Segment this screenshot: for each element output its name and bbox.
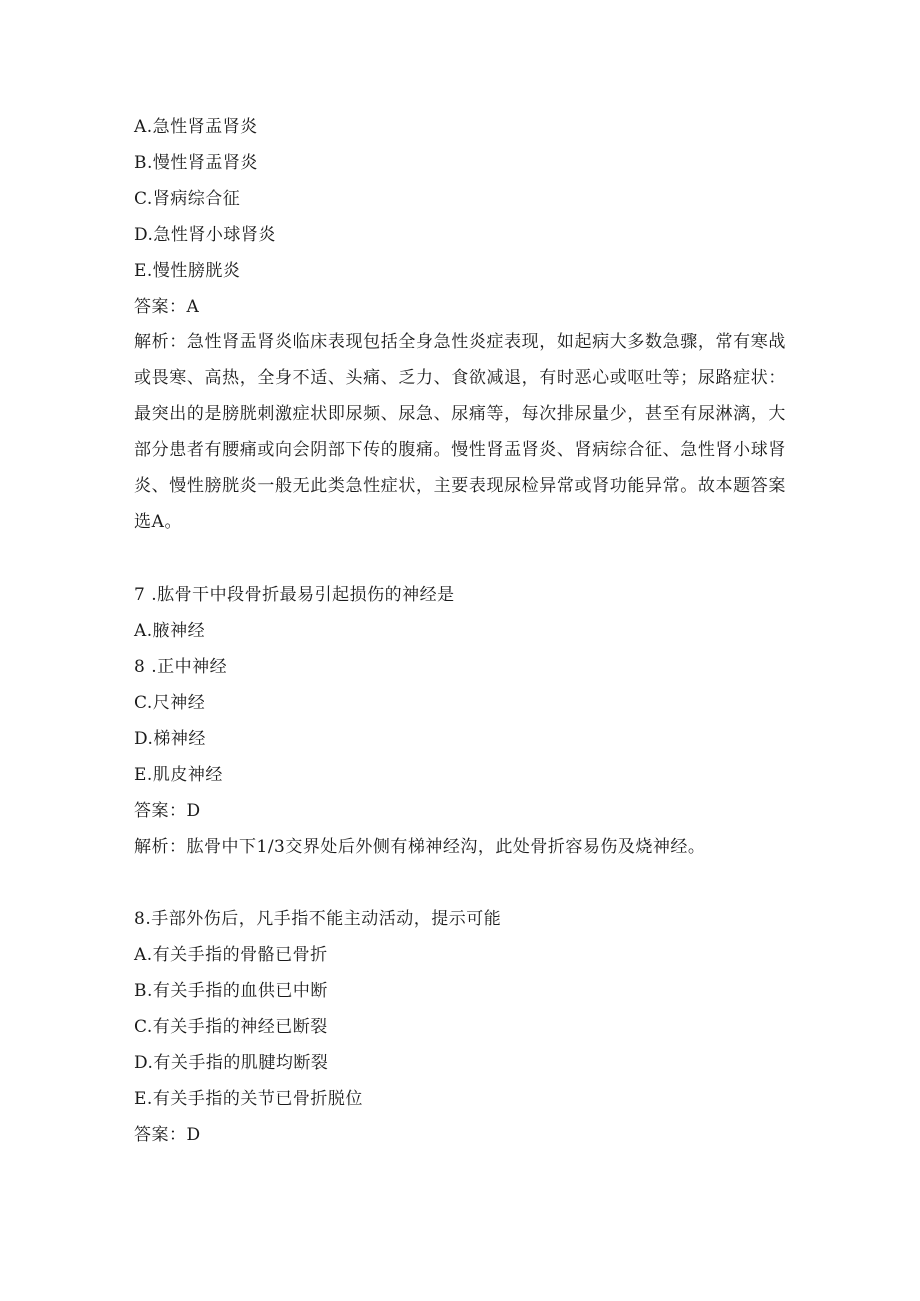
q6-option-a: A.急性肾盂肾炎 [134, 117, 258, 137]
q8-option-c: C.有关手指的神经已断裂 [134, 1017, 328, 1037]
q7-question: 7 .肱骨干中段骨折最易引起损伤的神经是 [134, 585, 455, 605]
q7-option-e: E.肌皮神经 [134, 765, 223, 785]
q7-option-b: 8 .正中神经 [134, 657, 228, 677]
q8-option-e: E.有关手指的关节已骨折脱位 [134, 1089, 363, 1109]
q6-analysis: 解析：急性肾盂肾炎临床表现包括全身急性炎症表现，如起病大多数急骤，常有寒战或畏寒、高热，全身不适、头痛、乏力、食欲减退，有时恶心或呕吐等；尿路症状：最突出的是膀胱刺激症状即尿频、尿急、尿痛等，每次排尿量少，甚至有尿淋漓，大部分患者有腰痛或向会阴部下传的腹痛。慢性肾盂肾炎、肾病综合征、急性肾小球肾炎、慢性膀胱炎一般无此类急性症状，主要表现尿检异常或肾功能异常。故本题答案选A。 [134, 332, 786, 532]
q7-answer: 答案：D [134, 801, 201, 821]
q8-question: 8.手部外伤后，凡手指不能主动活动，提示可能 [134, 909, 502, 929]
q6-option-b: B.慢性肾盂肾炎 [134, 153, 258, 173]
q7-option-c: C.尺神经 [134, 693, 206, 713]
q8-option-d: D.有关手指的肌腱均断裂 [134, 1053, 329, 1073]
q6-option-e: E.慢性膀胱炎 [134, 261, 241, 281]
q7-analysis: 解析：肱骨中下1/3交界处后外侧有梯神经沟，此处骨折容易伤及烧神经。 [134, 837, 706, 857]
q6-answer: 答案：A [134, 297, 200, 317]
q6-option-c: C.肾病综合征 [134, 189, 241, 209]
q8-answer: 答案：D [134, 1125, 201, 1145]
q7-option-d: D.梯神经 [134, 729, 206, 749]
q6-option-d: D.急性肾小球肾炎 [134, 225, 276, 245]
q7-option-a: A.腋神经 [134, 621, 206, 641]
q8-option-b: B.有关手指的血供已中断 [134, 981, 328, 1001]
q8-option-a: A.有关手指的骨骼已骨折 [134, 945, 328, 965]
